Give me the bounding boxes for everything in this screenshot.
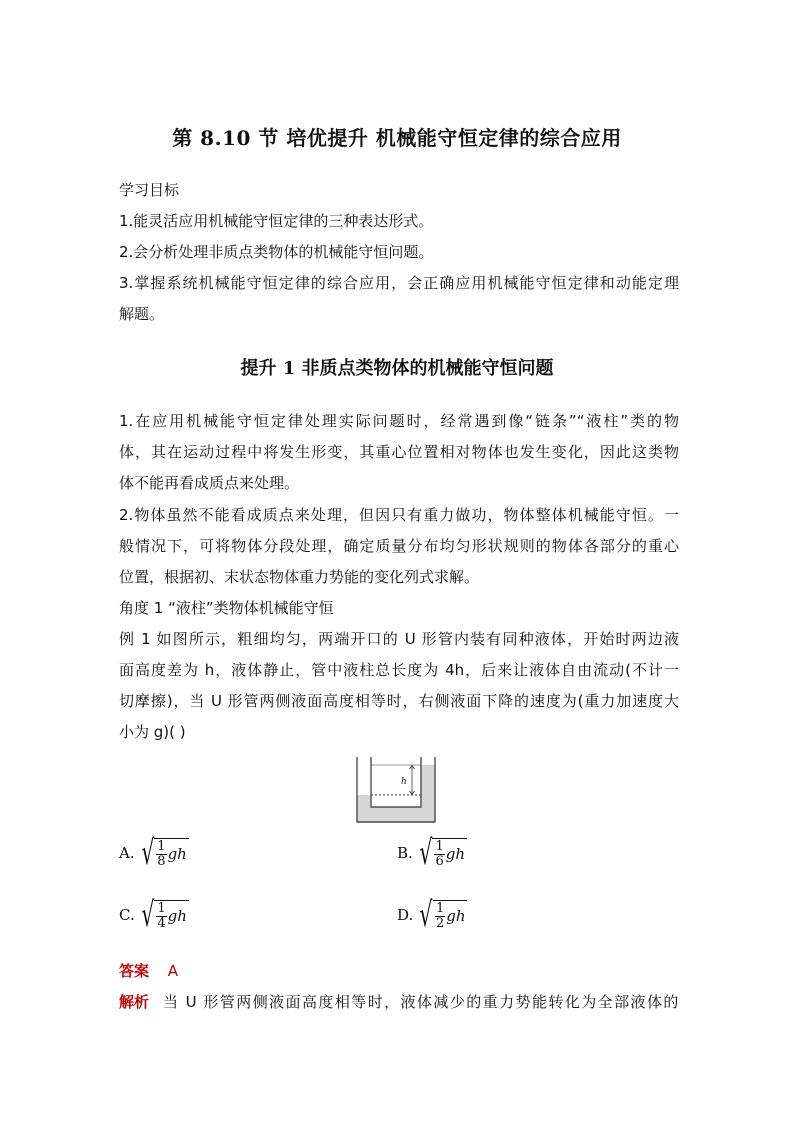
option-a-label: A.	[119, 844, 135, 862]
angle-heading: 角度 1 “液柱”类物体机械能守恒	[119, 599, 334, 617]
sqrt-icon: √ $\frac{1}{6}$ gh	[419, 833, 466, 873]
answer-line	[119, 961, 679, 981]
para2-line-2: 般情况下，可将物体分段处理，确定质量分布均匀形状规则的物体各部分的重心	[119, 537, 679, 555]
option-b-label: B.	[397, 844, 413, 862]
objective-item-1: 1.能灵活应用机械能守恒定律的三种表达形式。	[119, 212, 434, 230]
analysis-label: 解析	[119, 993, 150, 1011]
analysis-line	[119, 992, 679, 1012]
example-line-4: 小为 g)( )	[119, 723, 186, 741]
u-tube-figure	[356, 757, 436, 823]
option-b-num: 1	[435, 838, 444, 854]
option-c-label: C.	[119, 906, 135, 924]
sqrt-icon: √ $\frac{1}{4}$ gh	[141, 895, 187, 935]
para1-line-3: 体不能再看成质点来处理。	[119, 474, 300, 492]
para2-line-1: 2.物体虽然不能看成质点来处理，但因只有重力做功，物体整体机械能守恒。一	[119, 506, 679, 524]
objectives-heading: 学习目标	[119, 181, 180, 199]
option-d[interactable]	[397, 895, 467, 935]
page-title: 第 8.10 节 培优提升 机械能守恒定律的综合应用	[172, 126, 622, 150]
example-line-2: 面高度差为 h，液体静止，管中液柱总长度为 4h，后来让液体自由流动(不计一	[119, 661, 679, 679]
example-line-1: 例 1 如图所示，粗细均匀，两端开口的 U 形管内装有同种液体，开始时两边液	[119, 630, 679, 648]
analysis-text: 当 U 形管两侧液面高度相等时，液体减少的重力势能转化为全部液体的	[163, 993, 679, 1011]
example-line-3: 切摩擦)，当 U 形管两侧液面高度相等时，右侧液面下降的速度为(重力加速度大	[119, 692, 679, 710]
answer-label: 答案	[119, 962, 150, 980]
section-heading: 提升 1 非质点类物体的机械能守恒问题	[240, 358, 554, 379]
option-b-tail: gh	[445, 845, 466, 863]
para1-line-1: 1.在应用机械能守恒定律处理实际问题时，经常遇到像“链条”“液柱”类的物	[119, 412, 679, 430]
option-d-den: 2	[435, 915, 445, 931]
para1-line-2: 体，其在运动过程中将发生形变，其重心位置相对物体也发生变化，因此这类物	[119, 443, 679, 461]
option-d-num: 1	[435, 900, 445, 916]
option-a[interactable]	[119, 833, 189, 873]
option-a-den: 8	[157, 853, 166, 869]
option-a-tail: gh	[167, 845, 187, 863]
option-c-den: 4	[157, 915, 166, 931]
option-d-tail: gh	[446, 907, 466, 925]
objective-item-3: 3.掌握系统机械能守恒定律的综合应用，会正确应用机械能守恒定律和动能定理	[119, 274, 679, 292]
option-c-tail: gh	[167, 907, 187, 925]
para2-line-3: 位置，根据初、末状态物体重力势能的变化列式求解。	[119, 568, 480, 586]
objective-item-3-cont: 解题。	[119, 305, 165, 323]
figure-h-label: h	[401, 777, 407, 787]
option-a-num: 1	[157, 838, 166, 854]
option-d-label: D.	[397, 906, 414, 924]
objective-item-2: 2.会分析处理非质点类物体的机械能守恒问题。	[119, 243, 434, 261]
sqrt-icon: √ $\frac{1}{2}$ gh	[419, 895, 466, 935]
option-b-den: 6	[435, 853, 444, 869]
option-c[interactable]	[119, 895, 189, 935]
option-c-num: 1	[157, 900, 166, 916]
sqrt-icon: √ $\frac{1}{8}$ gh	[140, 833, 187, 873]
option-b[interactable]	[397, 833, 467, 873]
answer-value: A	[167, 962, 179, 980]
